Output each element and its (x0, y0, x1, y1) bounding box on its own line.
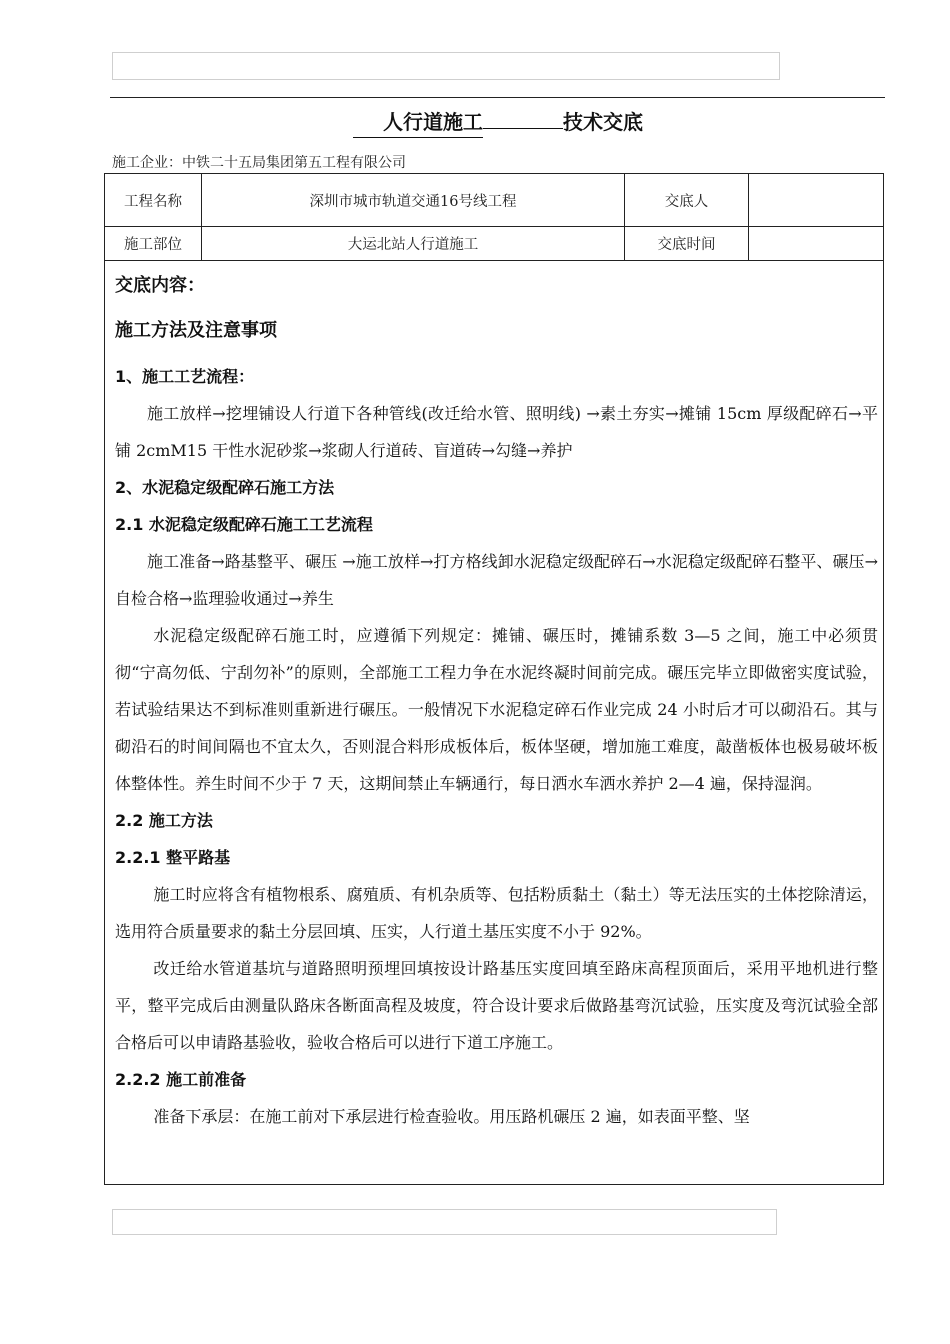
briefer-value (749, 174, 883, 226)
footer-box (112, 1209, 777, 1235)
section-2-2-2-paragraph-1: 准备下承层：在施工前对下承层进行检查验收。用压路机碾压 2 遍，如表面平整、坚 (153, 1107, 750, 1126)
section-1-paragraph: 施工放样→挖埋铺设人行道下各种管线(改迁给水管、照明线) →素土夯实→摊铺 15cm 厚级配碎石→平铺 2cmM15 干性水泥砂浆→浆砌人行道砖、盲道砖→勾缝→养护 (115, 404, 878, 460)
time-label: 交底时间 (625, 227, 749, 260)
company-line: 施工企业：中铁二十五局集团第五工程有限公司 (112, 155, 406, 171)
table-row (105, 174, 883, 227)
section-1-title: 1、施工工艺流程： (115, 367, 255, 386)
section-2-1-title: 2.1 水泥稳定级配碎石施工工艺流程 (115, 515, 373, 534)
briefer-label: 交底人 (625, 174, 749, 226)
section-2-2-2-title: 2.2.2 施工前准备 (115, 1070, 247, 1089)
contents-heading: 交底内容： (115, 275, 205, 296)
section-label: 施工部位 (105, 227, 202, 260)
table-row (105, 227, 883, 261)
section-2-2-1-title: 2.2.1 整平路基 (115, 848, 231, 867)
method-heading: 施工方法及注意事项 (115, 320, 277, 341)
time-value (749, 227, 883, 260)
header-box (112, 52, 780, 80)
title-part1: 人行道施工 (353, 106, 483, 138)
title-part2: 技术交底 (563, 110, 643, 134)
document-title (0, 106, 950, 138)
project-name-value: 深圳市城市轨道交通16号线工程 (202, 174, 625, 226)
section-2-2-1-paragraph-1: 施工时应将含有植物根系、腐殖质、有机杂质等、包括粉质黏土（黏土）等无法压实的土体挖除清运，选用符合质量要求的黏土分层回填、压实，人行道土基压实度不小于 92%。 (115, 885, 878, 941)
briefing-table (104, 173, 884, 1185)
section-2-2-1-paragraph-2: 改迁给水管道基坑与道路照明预埋回填按设计路基压实度回填至路床高程顶面后，采用平地机进行整平，整平完成后由测量队路床各断面高程及坡度，符合设计要求后做路基弯沉试验，压实度及弯沉试验全部合格后可以申请路基验收，验收合格后可以进行下道工序施工。 (115, 959, 878, 1052)
section-2-2-title: 2.2 施工方法 (115, 811, 213, 830)
top-rule (110, 97, 885, 98)
briefing-content (115, 269, 878, 1135)
project-name-label: 工程名称 (105, 174, 202, 226)
section-2-1-paragraph-2: 水泥稳定级配碎石施工时，应遵循下列规定：摊铺、碾压时，摊铺系数 3—5 之间，施工中必须贯彻“宁高勿低、宁刮勿补”的原则，全部施工工程力争在水泥终凝时间前完成。碾压完毕立即做密实度试验，若试验结果达不到标准则重新进行碾压。一般情况下水泥稳定碎石作业完成 24 小时后才可以砌沿石。其与砌沿石的时间间隔也不宜太久，否则混合料形成板体后，板体坚硬，增加施工难度，敲凿板体也极易破坏板体整体性。养生时间不少于 7 天，这期间禁止车辆通行，每日洒水车洒水养护 2—4 遍，保持湿润。 (115, 626, 878, 793)
title-underline-gap (483, 126, 563, 129)
section-value: 大运北站人行道施工 (202, 227, 625, 260)
section-2-1-paragraph-1: 施工准备→路基整平、碾压 →施工放样→打方格线卸水泥稳定级配碎石→水泥稳定级配碎石整平、碾压→自检合格→监理验收通过→养生 (115, 552, 878, 608)
section-2-title: 2、水泥稳定级配碎石施工方法 (115, 478, 335, 497)
